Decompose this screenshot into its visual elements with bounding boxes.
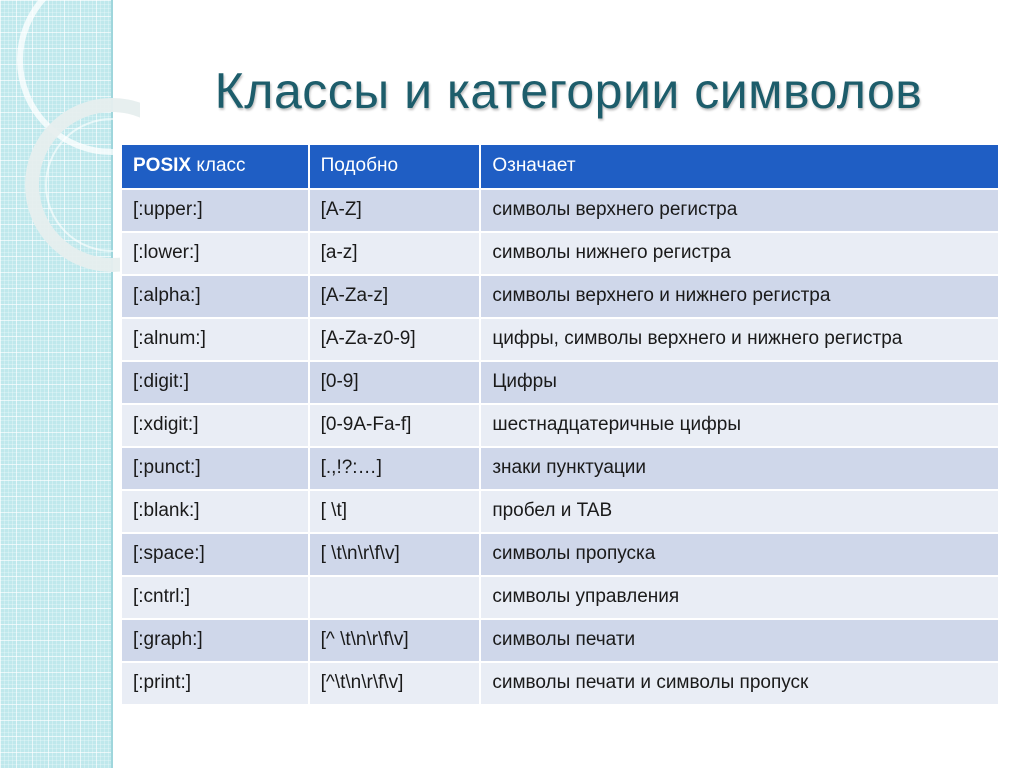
cell-class: [:cntrl:] bbox=[121, 576, 309, 619]
cell-class: [:print:] bbox=[121, 662, 309, 705]
header-posix-class bbox=[121, 144, 309, 189]
cell-like: [ \t\n\r\f\v] bbox=[309, 533, 481, 576]
cell-class: [:alpha:] bbox=[121, 275, 309, 318]
table-row bbox=[121, 576, 999, 619]
cell-like: [0-9A-Fa-f] bbox=[309, 404, 481, 447]
table-row bbox=[121, 232, 999, 275]
cell-like: [A-Z] bbox=[309, 189, 481, 232]
cell-means: символы верхнего регистра bbox=[480, 189, 999, 232]
cell-means: символы пропуска bbox=[480, 533, 999, 576]
cell-means: знаки пунктуации bbox=[480, 447, 999, 490]
cell-class: [:punct:] bbox=[121, 447, 309, 490]
table-row bbox=[121, 533, 999, 576]
cell-like: [a-z] bbox=[309, 232, 481, 275]
cell-class: [:space:] bbox=[121, 533, 309, 576]
table-row bbox=[121, 275, 999, 318]
cell-like: [0-9] bbox=[309, 361, 481, 404]
table-row bbox=[121, 447, 999, 490]
header-means: Означает bbox=[480, 144, 999, 189]
cell-like bbox=[309, 576, 481, 619]
table-row bbox=[121, 361, 999, 404]
header-posix-bold: POSIX bbox=[133, 155, 192, 176]
table-header-row bbox=[121, 144, 999, 189]
cell-class: [:blank:] bbox=[121, 490, 309, 533]
cell-means: Цифры bbox=[480, 361, 999, 404]
table-row bbox=[121, 619, 999, 662]
cell-means: символы печати и символы пропуск bbox=[480, 662, 999, 705]
table-row bbox=[121, 189, 999, 232]
cell-class: [:alnum:] bbox=[121, 318, 309, 361]
cell-means: цифры, символы верхнего и нижнего регистра bbox=[480, 318, 999, 361]
cell-like: [^\t\n\r\f\v] bbox=[309, 662, 481, 705]
header-like: Подобно bbox=[309, 144, 481, 189]
header-class-word: класс bbox=[191, 155, 246, 176]
slide-title: Классы и категории символов bbox=[214, 63, 923, 119]
table-row bbox=[121, 318, 999, 361]
cell-means: символы управления bbox=[480, 576, 999, 619]
cell-like: [A-Za-z] bbox=[309, 275, 481, 318]
cell-like: [A-Za-z0-9] bbox=[309, 318, 481, 361]
cell-like: [^ \t\n\r\f\v] bbox=[309, 619, 481, 662]
cell-class: [:lower:] bbox=[121, 232, 309, 275]
decorative-circles bbox=[0, 0, 140, 300]
cell-like: [.,!?:…] bbox=[309, 447, 481, 490]
cell-means: шестнадцатеричные цифры bbox=[480, 404, 999, 447]
cell-like: [ \t] bbox=[309, 490, 481, 533]
cell-means: пробел и TAB bbox=[480, 490, 999, 533]
cell-means: символы верхнего и нижнего регистра bbox=[480, 275, 999, 318]
table-row bbox=[121, 490, 999, 533]
cell-class: [:xdigit:] bbox=[121, 404, 309, 447]
cell-class: [:upper:] bbox=[121, 189, 309, 232]
table-row bbox=[121, 662, 999, 705]
cell-class: [:graph:] bbox=[121, 619, 309, 662]
cell-class: [:digit:] bbox=[121, 361, 309, 404]
cell-means: символы нижнего регистра bbox=[480, 232, 999, 275]
cell-means: символы печати bbox=[480, 619, 999, 662]
posix-classes-table bbox=[120, 143, 1000, 706]
table-row bbox=[121, 404, 999, 447]
